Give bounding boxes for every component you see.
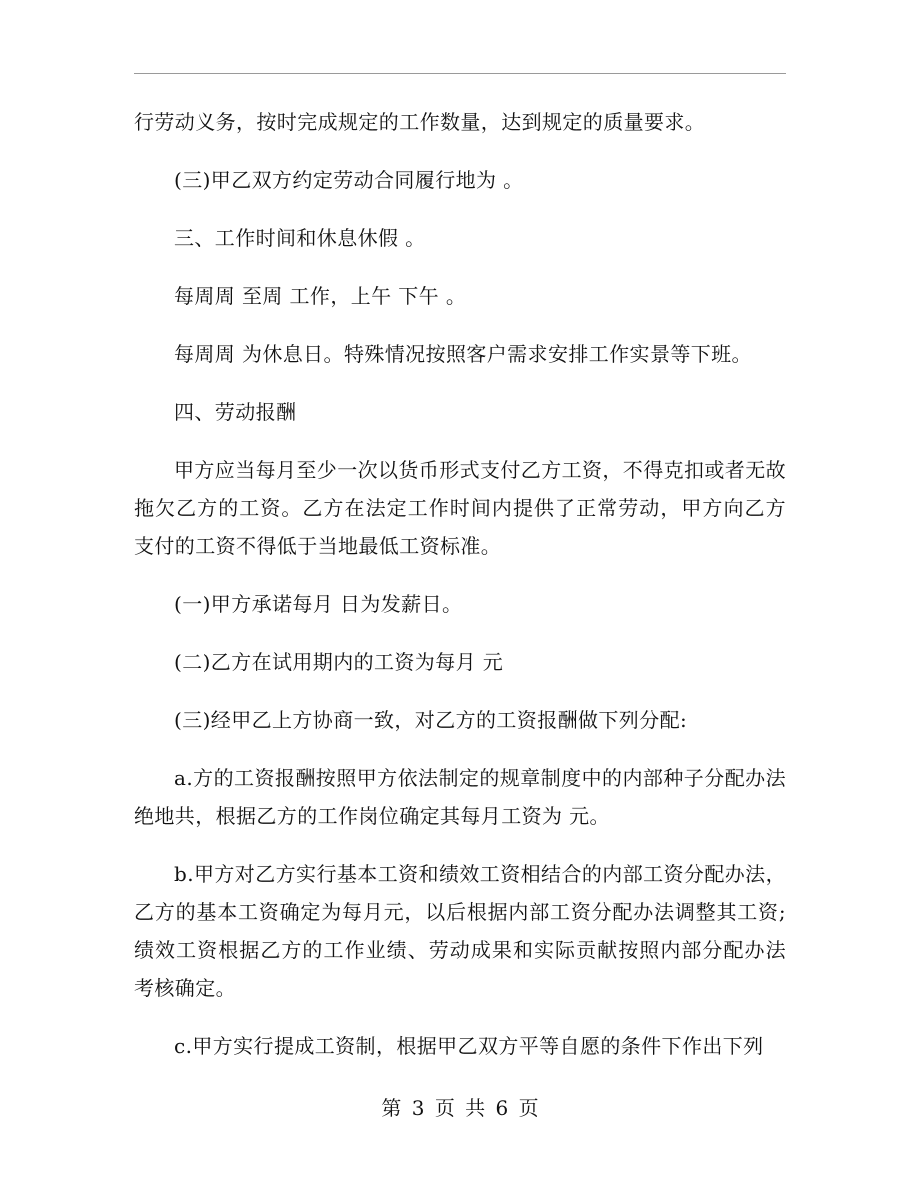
footer-prefix: 第 xyxy=(381,1096,402,1120)
paragraph: 甲方应当每月至少一次以货币形式支付乙方工资，不得克扣或者无故拖欠乙方的工资。乙方在法定工作时间内提供了正常劳动，甲方向乙方支付的工资不得低于当地最低工资标准。 xyxy=(134,458,786,558)
page-footer xyxy=(0,1094,920,1122)
paragraph: b.甲方对乙方实行基本工资和绩效工资相结合的内部工资分配办法，乙方的基本工资确定为每月元，以后根据内部工资分配办法调整其工资;绩效工资根据乙方的工作业绩、劳动成果和实际贡献按照内部分配办法考核确定。 xyxy=(134,862,786,1000)
paragraph: (三)经甲乙上方协商一致，对乙方的工资报酬做下列分配: xyxy=(174,708,688,732)
paragraph: 行劳动义务，按时完成规定的工作数量，达到规定的质量要求。 xyxy=(134,110,706,134)
paragraph: (二)乙方在试用期内的工资为每月 元 xyxy=(174,650,504,674)
paragraph: c.甲方实行提成工资制，根据甲乙双方平等自愿的条件下作出下列 xyxy=(174,1034,764,1058)
section-heading: 四、劳动报酬 xyxy=(174,400,297,424)
current-page-number: 3 xyxy=(411,1096,425,1120)
paragraph: (一)甲方承诺每月 日为发薪日。 xyxy=(174,592,463,616)
paragraph: (三)甲乙双方约定劳动合同履行地为 。 xyxy=(174,168,524,192)
document-body xyxy=(134,103,786,1085)
paragraph: 每周周 为休息日。特殊情况按照客户需求安排工作实景等下班。 xyxy=(174,342,752,366)
footer-suffix: 页 xyxy=(518,1096,539,1120)
total-pages-number: 6 xyxy=(495,1096,509,1120)
section-heading: 三、工作时间和休息休假 。 xyxy=(174,226,426,250)
footer-total-label: 共 xyxy=(465,1096,486,1120)
header-rule xyxy=(134,73,786,74)
paragraph: 每周周 至周 工作，上午 下午 。 xyxy=(174,284,467,308)
paragraph: a.方的工资报酬按照甲方依法制定的规章制度中的内部种子分配办法绝地共，根据乙方的工作岗位确定其每月工资为 元。 xyxy=(134,766,786,828)
footer-page-label: 页 xyxy=(434,1096,455,1120)
